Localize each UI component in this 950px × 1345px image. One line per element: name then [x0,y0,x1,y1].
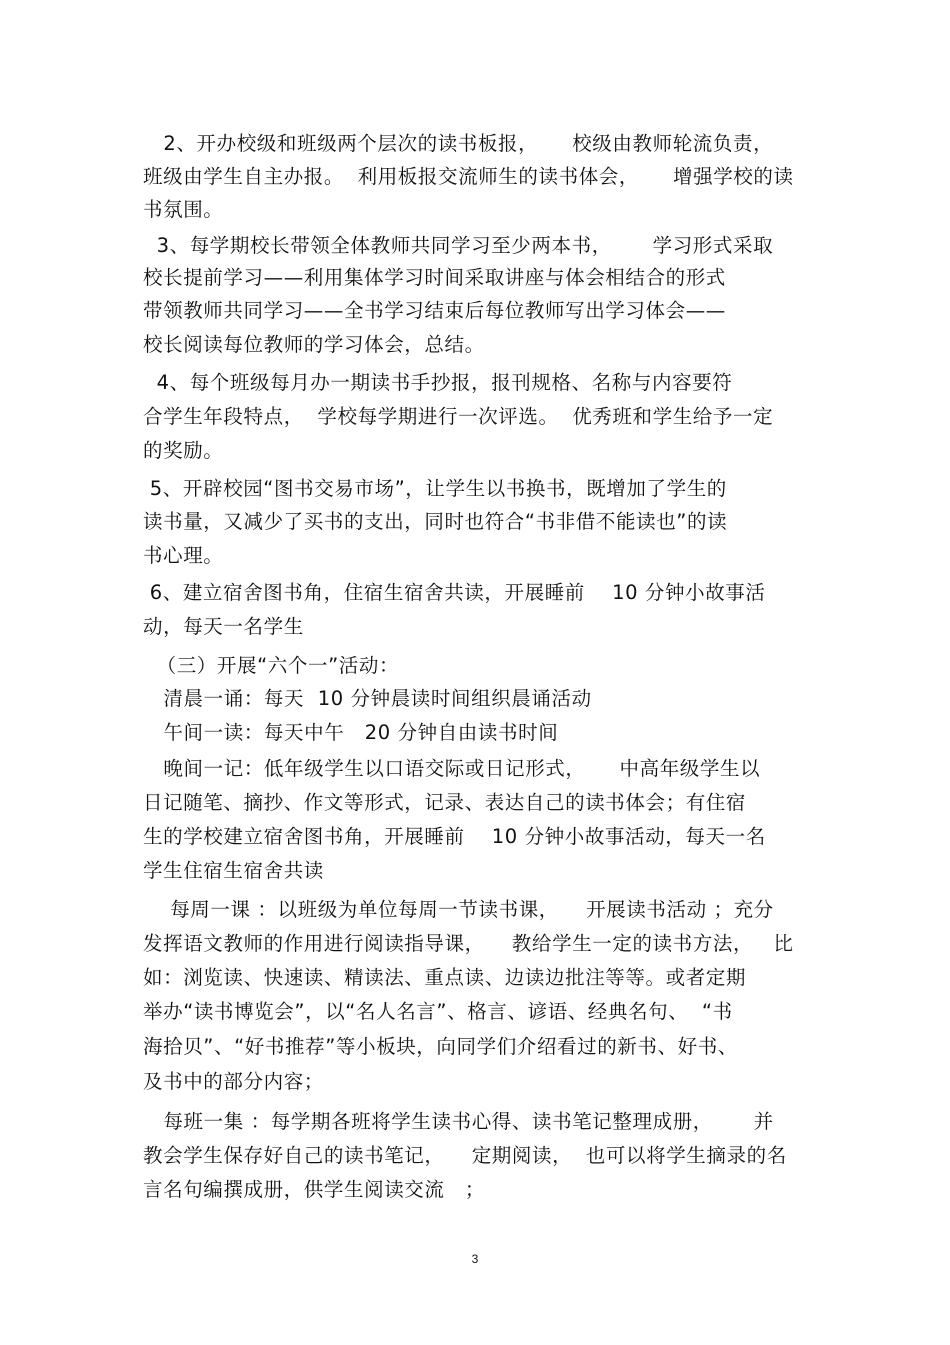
text-line: 清晨一诵：每天 10 分钟晨读时间组织晨诵活动 [143,687,592,710]
text-line: 班级由学生自主办报。 利用板报交流师生的读书体会， 增强学校的读 [143,165,794,188]
text-line: 5、开辟校园“图书交易市场”，让学生以书换书，既增加了学生的 [143,477,727,500]
text-line: 海拾贝”、“好书推荐”等小板块，向同学们介绍看过的新书、好书、 [143,1035,738,1058]
text-line: 教会学生保存好自己的读书笔记， 定期阅读， 也可以将学生摘录的名 [143,1144,787,1167]
text-line: 的奖励。 [143,439,224,462]
text-line: 3、每学期校长带领全体教师共同学习至少两本书， 学习形式采取 [143,234,774,257]
text-line: 每班一集 ：每学期各班将学生读书心得、读书笔记整理成册， 并 [143,1110,774,1133]
text-line: 晚间一记：低年级学生以口语交际或日记形式， 中高年级学生以 [143,757,761,780]
text-line: 日记随笔、摘抄、作文等形式，记录、表达自己的读书体会；有住宿 [143,791,747,814]
text-line: 生的学校建立宿舍图书角，开展睡前 10 分钟小故事活动，每天一名 [143,825,766,848]
text-line: 如：浏览读、快速读、精读法、重点读、边读边批注等等。或者定期 [143,966,747,989]
text-line: 动，每天一名学生 [143,615,304,638]
text-line: 书心理。 [143,544,224,567]
text-line: 带领教师共同学习——全书学习结束后每位教师写出学习体会—— [143,299,726,322]
text-line: 举办“读书博览会”，以“名人名言”、格言、谚语、经典名句、 “书 [143,1000,733,1023]
text-line: 发挥语文教师的作用进行阅读指导课， 教给学生一定的读书方法， 比 [143,932,794,955]
text-line: 书氛围。 [143,198,224,221]
text-line: 6、建立宿舍图书角，住宿生宿舍共读，开展睡前 10 分钟小故事活 [143,581,766,604]
text-line: （三）开展“六个一”活动： [143,654,400,677]
text-line: 4、每个班级每月办一期读书手抄报，报刊规格、名称与内容要符 [143,371,733,394]
text-line: 校长提前学习——利用集体学习时间采取讲座与体会相结合的形式 [143,266,726,289]
page-number: 3 [471,1252,479,1266]
text-line: 午间一读：每天中午 20 分钟自由读书时间 [143,721,559,744]
text-line: 读书量，又减少了买书的支出，同时也符合“书非借不能读也”的读 [143,510,728,533]
text-line: 合学生年段特点， 学校每学期进行一次评选。 优秀班和学生给予一定 [143,405,774,428]
text-line: 2、开办校级和班级两个层次的读书板报， 校级由教师轮流负责， [143,132,774,155]
text-line: 及书中的部分内容； [143,1070,324,1093]
text-line: 每周一课 ：以班级为单位每周一节读书课， 开展读书活动 ；充分 [143,898,774,921]
text-line: 校长阅读每位教师的学习体会，总结。 [143,333,485,356]
text-line: 学生住宿生宿舍共读 [143,859,324,882]
text-line: 言名句编撰成册，供学生阅读交流 ； [143,1178,485,1201]
